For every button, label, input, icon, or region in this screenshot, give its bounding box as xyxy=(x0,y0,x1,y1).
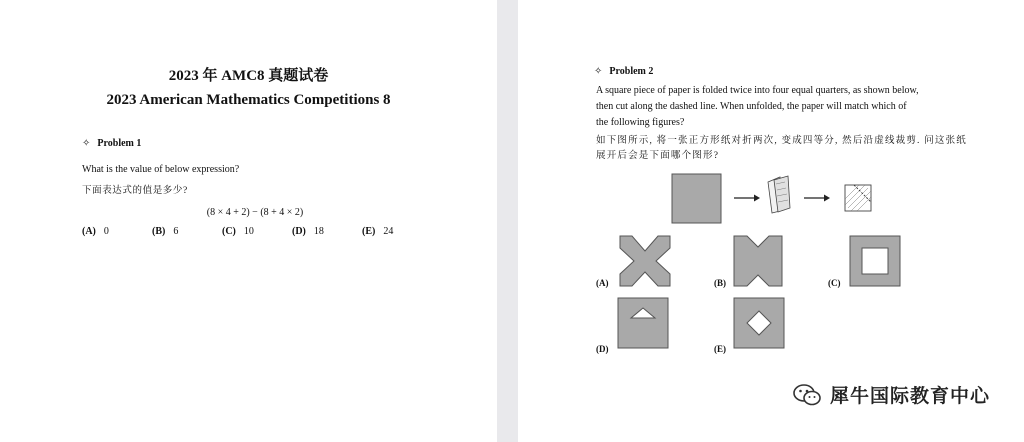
problem-2-text-cn-line: 如下图所示, 将一张正方形纸对折两次, 变成四等分, 然后沿虚线裁剪. 问这张纸 xyxy=(596,136,968,146)
choice-value: 0 xyxy=(103,226,109,237)
option-c-label[interactable]: (C) xyxy=(828,278,841,288)
choice-a[interactable] xyxy=(82,226,109,237)
problem-2-text-en xyxy=(596,83,919,131)
page-title-cn: 2023 年 AMC8 真题试卷 xyxy=(168,68,329,84)
problem-1-expression: (8 × 4 + 2) − (8 + 4 × 2) xyxy=(206,207,304,218)
problem-2-heading xyxy=(594,66,653,77)
choice-b[interactable] xyxy=(152,226,178,237)
wechat-icon xyxy=(792,382,822,408)
problem-2-text-en-line: then cut along the dashed line. When unfolded, the paper will match which of xyxy=(596,101,907,112)
option-c-figure[interactable] xyxy=(846,232,904,290)
fold-sequence-figure xyxy=(658,170,918,230)
problem-2-text-en-line: A square piece of paper is folded twice into four equal quarters, as shown below, xyxy=(596,85,919,96)
problem-1-heading xyxy=(82,138,141,149)
choice-label: (D) xyxy=(292,226,306,237)
option-d-label[interactable]: (D) xyxy=(596,344,609,354)
problem-2-text-en-line: the following figures? xyxy=(596,117,685,128)
diamond-bullet-icon: ✧ xyxy=(594,66,603,77)
right-page xyxy=(518,0,1024,442)
folding-paper-icon xyxy=(768,176,790,213)
choice-label: (A) xyxy=(82,226,96,237)
problem-1-choices xyxy=(82,226,412,240)
option-b-figure[interactable] xyxy=(730,232,786,290)
option-b-label[interactable]: (B) xyxy=(714,278,726,288)
choice-value: 10 xyxy=(243,226,254,237)
option-a-label[interactable]: (A) xyxy=(596,278,609,288)
choice-e[interactable] xyxy=(362,226,393,237)
choice-value: 18 xyxy=(313,226,324,237)
choice-label: (B) xyxy=(152,226,166,237)
choice-label: (C) xyxy=(222,226,236,237)
problem-2-text-cn xyxy=(596,134,967,164)
page-title-en: 2023 American Mathematics Competitions 8 xyxy=(106,92,391,108)
folded-quarter-with-dashed-cut xyxy=(845,185,871,211)
choice-d[interactable] xyxy=(292,226,324,237)
unfolded-square xyxy=(672,174,721,223)
choice-value: 6 xyxy=(173,226,179,237)
choice-c[interactable] xyxy=(222,226,254,237)
problem-1-question-cn: 下面表达式的值是多少? xyxy=(82,186,188,196)
option-d-figure[interactable] xyxy=(614,294,672,352)
problem-2-heading-label: Problem 2 xyxy=(609,66,654,77)
problem-1-question-en: What is the value of below expression? xyxy=(82,164,240,175)
problem-1-heading-label: Problem 1 xyxy=(97,138,142,149)
watermark xyxy=(792,381,990,408)
option-a-figure[interactable] xyxy=(614,232,676,290)
choice-value: 24 xyxy=(383,226,394,237)
arrow-1-icon xyxy=(734,195,760,202)
option-e-figure[interactable] xyxy=(730,294,788,352)
option-e-label[interactable]: (E) xyxy=(714,344,726,354)
left-page xyxy=(0,0,497,442)
diamond-bullet-icon: ✧ xyxy=(82,138,91,149)
arrow-2-icon xyxy=(804,195,830,202)
watermark-text: 犀牛国际教育中心 xyxy=(829,385,990,407)
choice-label: (E) xyxy=(362,226,376,237)
problem-2-text-cn-line: 展开后会是下面哪个图形? xyxy=(596,151,720,161)
